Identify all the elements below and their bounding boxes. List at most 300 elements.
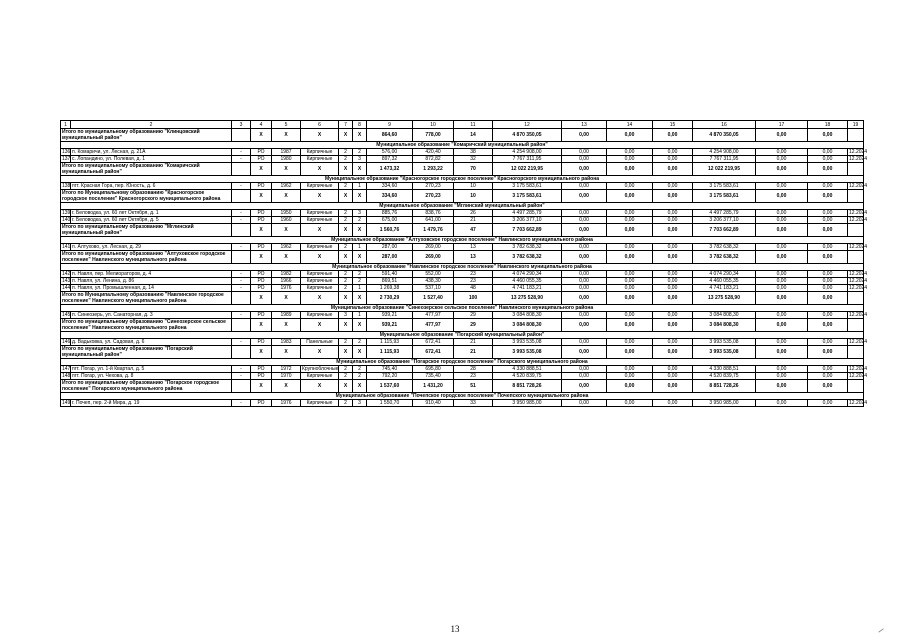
- table-cell: 1: [353, 183, 367, 190]
- table-row: [61, 373, 864, 380]
- table-cell: Кирпичные: [301, 373, 339, 380]
- table-cell: [232, 224, 251, 237]
- table-row: [61, 183, 864, 190]
- table-cell: Кирпичные: [301, 156, 339, 163]
- table-cell: 4 254 908,00: [693, 149, 756, 156]
- table-cell: 1980: [272, 156, 301, 163]
- table-cell: 12.2024: [849, 149, 868, 155]
- address-cell: г. Беловодка, ул. 60 лет Октября, д. 5: [71, 217, 232, 224]
- table-cell: 0,00: [607, 366, 653, 373]
- table-row: [61, 271, 864, 278]
- table-cell: 1 479,76: [413, 224, 454, 237]
- table-cell: X: [339, 380, 353, 393]
- table-cell: 0,00: [808, 129, 848, 142]
- address-cell: п. Навля, ул. Промышленная, д. 14: [71, 285, 232, 292]
- table-cell: 287,00: [367, 244, 413, 251]
- table-cell: 0,00: [808, 339, 848, 346]
- table-cell: [848, 129, 864, 142]
- table-cell: X: [301, 163, 339, 176]
- table-cell: 1 537,60: [367, 380, 413, 393]
- address-cell: д. Вадьковка, ул. Садовая, д. 6: [71, 339, 232, 346]
- table-cell: X: [251, 163, 272, 176]
- table-row: [61, 339, 864, 346]
- table-cell: 0,00: [607, 380, 653, 393]
- subtotal-label: Итого по муниципальному образованию "Синеозерское сельское поселение" Навлинского муниципального района: [61, 319, 232, 332]
- table-cell: -: [232, 210, 251, 217]
- header-cell: 3: [232, 121, 251, 129]
- section-title: Муниципальное образование "Навлинское городское поселение" Навлинского муниципального района: [61, 264, 864, 271]
- subtotal-row: [61, 380, 864, 393]
- table-cell: 4 870 350,05: [693, 129, 756, 142]
- section-header-row: [61, 237, 864, 244]
- header-cell: 8: [353, 121, 367, 129]
- table-cell: 12.2024: [849, 312, 868, 318]
- table-cell: 29: [454, 319, 493, 332]
- table-cell: 10: [454, 190, 493, 203]
- table-cell: 0,00: [653, 156, 693, 163]
- subtotal-row: [61, 251, 864, 264]
- table-cell: Кирпичные: [301, 217, 339, 224]
- table-cell: X: [339, 346, 353, 359]
- table-cell: РО: [251, 373, 272, 380]
- table-cell: 4 520 839,75: [493, 373, 562, 380]
- table-cell: 0,00: [653, 251, 693, 264]
- header-cell: 9: [367, 121, 413, 129]
- table-cell: 1 293,22: [413, 163, 454, 176]
- section-title: Муниципальное образование "Погарский муниципальный район": [61, 332, 864, 339]
- table-cell: РО: [251, 210, 272, 217]
- row-number: 137: [62, 156, 71, 162]
- table-cell: 0,00: [653, 149, 693, 156]
- table-cell: 0,00: [653, 183, 693, 190]
- table-cell: [848, 319, 864, 332]
- table-cell: X: [272, 346, 301, 359]
- table-cell: 0,00: [808, 156, 848, 163]
- address-cell: п. Навля, пер. Мелиораторов, д. 4: [71, 271, 232, 278]
- table-cell: РО: [251, 244, 272, 251]
- table-cell: 1 527,40: [413, 292, 454, 305]
- table-cell: 2: [339, 366, 353, 373]
- header-cell: 19: [848, 121, 864, 129]
- table-cell: 3 175 583,61: [693, 190, 756, 203]
- address-cell: п. Алтухово, ул. Лесная, д. 29: [71, 244, 232, 251]
- table-cell: 0,00: [653, 217, 693, 224]
- table-cell: 4 330 888,51: [693, 366, 756, 373]
- table-cell: -: [232, 373, 251, 380]
- row-number: 145: [62, 312, 71, 318]
- table-cell: 1982: [272, 271, 301, 278]
- table-cell: 3 175 583,61: [693, 183, 756, 190]
- table-cell: 0,00: [808, 285, 848, 292]
- table-cell: 0,00: [562, 312, 607, 319]
- table-cell: X: [353, 319, 367, 332]
- table-cell: 4 460 055,35: [493, 278, 562, 285]
- table-cell: 0,00: [808, 251, 848, 264]
- table-cell: РО: [251, 156, 272, 163]
- header-cell: 12: [493, 121, 562, 129]
- table-cell: 0,00: [756, 156, 808, 163]
- table-cell: 4 741 183,21: [693, 285, 756, 292]
- table-cell: 0,00: [562, 217, 607, 224]
- header-cell: 16: [693, 121, 756, 129]
- table-cell: 0,00: [756, 373, 808, 380]
- table-cell: 885,76: [367, 210, 413, 217]
- table-cell: 0,00: [808, 163, 848, 176]
- table-cell: X: [272, 190, 301, 203]
- table-cell: РО: [251, 339, 272, 346]
- table-cell: 3 993 535,08: [693, 339, 756, 346]
- table-cell: Кирпичные: [301, 149, 339, 156]
- table-cell: 23: [454, 271, 493, 278]
- table-cell: [232, 346, 251, 359]
- table-cell: [232, 129, 251, 142]
- table-cell: 23: [454, 373, 493, 380]
- row-number: 147: [62, 366, 71, 372]
- section-title: Муниципальное образование "Комаричский муниципальный район": [61, 142, 864, 149]
- table-cell: 4 460 055,35: [693, 278, 756, 285]
- table-row: [61, 278, 864, 285]
- section-header-row: [61, 393, 864, 400]
- table-cell: РО: [251, 400, 272, 407]
- table-cell: 0,00: [653, 244, 693, 251]
- table-cell: 4 870 350,05: [493, 129, 562, 142]
- table-cell: 0,00: [808, 271, 848, 278]
- table-cell: 3 993 535,08: [493, 339, 562, 346]
- table-cell: 1 473,32: [367, 163, 413, 176]
- page-number: 13: [450, 624, 460, 634]
- table-cell: X: [272, 380, 301, 393]
- table-cell: 0,00: [562, 373, 607, 380]
- table-cell: 3: [353, 400, 367, 407]
- section-title: Муниципальное образование "Почепское городское поселение" Почепского муниципального района: [61, 393, 864, 400]
- table-cell: 3 782 638,32: [693, 244, 756, 251]
- table-cell: [848, 190, 864, 203]
- table-cell: РО: [251, 312, 272, 319]
- table-cell: 334,60: [367, 190, 413, 203]
- table-cell: [848, 251, 864, 264]
- table-cell: 0,00: [562, 183, 607, 190]
- section-title: Муниципальное образование "Синеозерское сельское поселение" Навлинского муниципального района: [61, 305, 864, 312]
- table-cell: 0,00: [756, 224, 808, 237]
- table-cell: 0,00: [562, 129, 607, 142]
- table-cell: 0,00: [808, 366, 848, 373]
- table-cell: -: [232, 339, 251, 346]
- table-cell: X: [339, 292, 353, 305]
- row-number: 149: [62, 400, 71, 406]
- table-cell: 2: [339, 285, 353, 292]
- table-cell: 0,00: [653, 366, 693, 373]
- table-cell: -: [232, 244, 251, 251]
- table-cell: 0,00: [808, 346, 848, 359]
- table-cell: Крупноблочные: [302, 366, 339, 372]
- table-cell: [848, 163, 864, 176]
- table-cell: X: [353, 380, 367, 393]
- section-header-row: [61, 203, 864, 210]
- header-cell: 10: [413, 121, 454, 129]
- subtotal-row: [61, 224, 864, 237]
- table-cell: [232, 163, 251, 176]
- table-cell: 2: [339, 183, 353, 190]
- table-cell: 4 330 888,51: [493, 366, 562, 373]
- table-cell: 2: [339, 217, 353, 224]
- table-cell: 2: [339, 373, 353, 380]
- header-cell: 7: [339, 121, 353, 129]
- subtotal-row: [61, 346, 864, 359]
- table-cell: 745,40: [367, 366, 413, 373]
- table-cell: 8 851 728,26: [493, 380, 562, 393]
- table-cell: 2: [339, 244, 353, 251]
- table-cell: 0,00: [808, 217, 848, 224]
- table-cell: 7 767 311,95: [493, 156, 562, 163]
- table-cell: 0,00: [653, 163, 693, 176]
- address-cell: п. Навля, ул. Ленина, д. 86: [71, 278, 232, 285]
- subtotal-label: Итого по муниципальному образованию "Погарский муниципальный район": [61, 346, 232, 359]
- table-cell: 0,00: [653, 285, 693, 292]
- table-cell: 12 022 219,95: [493, 163, 562, 176]
- address-cell: п. Синеозерь, ул. Санаторная, д. 3: [71, 312, 232, 319]
- table-cell: 100: [454, 292, 493, 305]
- table-cell: X: [251, 190, 272, 203]
- table-cell: 1976: [272, 285, 301, 292]
- header-cell: 11: [454, 121, 493, 129]
- table-cell: X: [251, 292, 272, 305]
- table-cell: Кирпичные: [301, 183, 339, 190]
- table-cell: X: [251, 380, 272, 393]
- table-cell: 3 993 535,08: [693, 346, 756, 359]
- header-cell: 15: [653, 121, 693, 129]
- row-number: 138: [62, 183, 71, 189]
- subtotal-label: Итого по муниципальному образованию "Алтуховское городское поселение" Навлинского муниципального района: [61, 251, 232, 264]
- subtotal-row: [61, 292, 864, 305]
- table-cell: 2 730,29: [367, 292, 413, 305]
- scan-artifact: [878, 628, 883, 632]
- table-cell: 2: [339, 400, 353, 407]
- table-cell: 0,00: [756, 366, 808, 373]
- table-cell: 2: [353, 278, 367, 285]
- subtotal-row: [61, 163, 864, 176]
- table-cell: Панельные: [301, 339, 339, 346]
- table-cell: 0,00: [756, 319, 808, 332]
- table-cell: X: [251, 319, 272, 332]
- table-cell: 0,00: [562, 149, 607, 156]
- table-cell: -: [232, 366, 251, 373]
- table-cell: 47: [454, 224, 493, 237]
- table-cell: X: [272, 319, 301, 332]
- table-cell: 1 115,93: [367, 346, 413, 359]
- table-cell: 0,00: [756, 183, 808, 190]
- table-cell: 0,00: [756, 210, 808, 217]
- table-cell: 0,00: [756, 217, 808, 224]
- table-cell: 0,00: [756, 251, 808, 264]
- regional-program-table: [60, 120, 868, 407]
- table-cell: X: [353, 346, 367, 359]
- address-cell: пгт. Погар, ул. 1-й Квартал, д. 5: [71, 366, 232, 373]
- table-cell: [848, 346, 864, 359]
- header-cell: 14: [607, 121, 653, 129]
- section-title: Муниципальное образование "Мглинский муниципальный район": [61, 203, 864, 210]
- table-cell: 1: [353, 312, 367, 319]
- table-cell: 0,00: [653, 319, 693, 332]
- header-cell: 13: [562, 121, 607, 129]
- table-cell: 21: [454, 217, 493, 224]
- table-cell: 4 074 290,34: [693, 271, 756, 278]
- table-cell: 0,00: [653, 271, 693, 278]
- table-cell: 0,00: [653, 400, 693, 407]
- table-cell: X: [301, 380, 339, 393]
- table-cell: 0,00: [562, 278, 607, 285]
- subtotal-label: Итого по Муниципальному образованию "Навлинское городское поселение" Навлинского муниципального района: [61, 292, 232, 305]
- table-cell: -: [232, 400, 251, 407]
- subtotal-row: [61, 319, 864, 332]
- table-cell: 1970: [272, 373, 301, 380]
- table-cell: 1: [353, 285, 367, 292]
- row-number: 146: [62, 339, 71, 345]
- table-cell: 0,00: [653, 278, 693, 285]
- table-cell: 7 703 662,89: [493, 224, 562, 237]
- table-cell: 10: [454, 183, 493, 190]
- table-cell: X: [339, 224, 353, 237]
- table-row: [61, 400, 864, 407]
- section-header-row: [61, 264, 864, 271]
- table-cell: 2: [353, 339, 367, 346]
- address-cell: с. Лопандино, ул. Полевая, д. 1: [71, 156, 232, 163]
- table-cell: 0,00: [607, 156, 653, 163]
- table-cell: 3: [353, 210, 367, 217]
- table-cell: Кирпичные: [301, 285, 339, 292]
- table-cell: 897,32: [367, 156, 413, 163]
- section-header-row: [61, 305, 864, 312]
- table-cell: 2: [353, 373, 367, 380]
- table-cell: 2: [339, 149, 353, 156]
- table-cell: 23: [454, 278, 493, 285]
- section-header-row: [61, 176, 864, 183]
- table-cell: 3 993 535,08: [493, 346, 562, 359]
- table-cell: 0,00: [653, 380, 693, 393]
- table-cell: 270,23: [413, 183, 454, 190]
- table-cell: 0,00: [607, 163, 653, 176]
- table-cell: 0,00: [808, 373, 848, 380]
- table-cell: 270,23: [413, 190, 454, 203]
- table-cell: 477,97: [413, 319, 454, 332]
- table-cell: Кирпичные: [301, 244, 339, 251]
- table-cell: 1 269,38: [367, 285, 413, 292]
- table-cell: 1987: [272, 149, 301, 156]
- table-row: [61, 244, 864, 251]
- table-cell: 3 175 583,61: [493, 183, 562, 190]
- table-row: [61, 312, 864, 319]
- table-cell: 0,00: [607, 292, 653, 305]
- table-cell: 0,00: [808, 319, 848, 332]
- table-cell: X: [272, 163, 301, 176]
- table-cell: X: [301, 319, 339, 332]
- table-cell: 0,00: [607, 210, 653, 217]
- table-cell: 910,40: [413, 400, 454, 407]
- subtotal-label: Итого по муниципальному образованию "Комаричский муниципальный район": [61, 163, 232, 176]
- table-cell: 0,00: [756, 339, 808, 346]
- table-cell: 0,00: [607, 149, 653, 156]
- table-cell: 2: [339, 278, 353, 285]
- table-row: [61, 156, 864, 163]
- table-cell: [848, 224, 864, 237]
- table-cell: 0,00: [756, 129, 808, 142]
- table-cell: РО: [251, 271, 272, 278]
- table-cell: 0,00: [653, 346, 693, 359]
- header-cell: 2: [71, 121, 232, 129]
- table-cell: 38: [454, 149, 493, 156]
- table-row: [61, 217, 864, 224]
- row-number: 139: [62, 210, 71, 216]
- address-cell: г. Почеп, пер. 2-й Мира, д. 19: [71, 400, 232, 407]
- table-cell: 0,00: [607, 271, 653, 278]
- table-cell: 4 741 183,21: [493, 285, 562, 292]
- table-cell: 7 767 311,95: [693, 156, 756, 163]
- table-cell: 26: [454, 210, 493, 217]
- table-cell: 14: [454, 129, 493, 142]
- table-cell: X: [301, 292, 339, 305]
- table-cell: 0,00: [653, 312, 693, 319]
- table-cell: 3 206 377,10: [693, 217, 756, 224]
- table-cell: -: [232, 312, 251, 319]
- table-cell: Кирпичные: [301, 210, 339, 217]
- table-cell: X: [301, 129, 339, 142]
- table-cell: X: [251, 346, 272, 359]
- table-row: [61, 149, 864, 156]
- table-cell: [232, 380, 251, 393]
- table-row: [61, 210, 864, 217]
- table-cell: 1976: [272, 400, 301, 407]
- table-cell: 0,00: [808, 210, 848, 217]
- table-cell: 695,80: [413, 366, 454, 373]
- table-cell: 552,00: [413, 271, 454, 278]
- table-cell: 1 431,20: [413, 380, 454, 393]
- table-cell: 3 084 808,30: [493, 319, 562, 332]
- table-cell: 12.2024: [849, 156, 868, 162]
- table-cell: 7 703 662,89: [693, 224, 756, 237]
- table-cell: 3 206 377,10: [493, 217, 562, 224]
- table-cell: X: [251, 224, 272, 237]
- table-cell: X: [353, 129, 367, 142]
- address-cell: пгт. Красная Гора, пер. Юность, д. 6: [71, 183, 232, 190]
- table-cell: 0,00: [607, 339, 653, 346]
- table-cell: X: [339, 190, 353, 203]
- table-cell: 12 022 219,95: [693, 163, 756, 176]
- section-title: Муниципальное образование "Погарское городское поселение" Погарского муниципального района: [61, 359, 864, 366]
- table-cell: 3 782 638,32: [493, 251, 562, 264]
- table-cell: 0,00: [607, 312, 653, 319]
- table-cell: 2: [339, 271, 353, 278]
- table-cell: 3 084 808,30: [693, 312, 756, 319]
- table-cell: 0,00: [607, 217, 653, 224]
- table-cell: 0,00: [607, 346, 653, 359]
- subtotal-row: [61, 190, 864, 203]
- table-cell: 12.2024: [849, 278, 868, 284]
- table-cell: 2: [353, 271, 367, 278]
- table-cell: 0,00: [756, 312, 808, 319]
- table-cell: 0,00: [808, 190, 848, 203]
- table-cell: 591,40: [367, 271, 413, 278]
- table-cell: 12.2024: [849, 210, 868, 216]
- table-cell: 3 782 638,32: [693, 251, 756, 264]
- table-cell: 13: [454, 251, 493, 264]
- table-cell: 0,00: [607, 244, 653, 251]
- table-cell: 1: [353, 244, 367, 251]
- table-cell: 334,60: [367, 183, 413, 190]
- table-cell: 0,00: [562, 292, 607, 305]
- row-number: 143: [62, 278, 71, 284]
- table-cell: 1972: [272, 366, 301, 373]
- header-cell: 4: [251, 121, 272, 129]
- table-cell: 792,20: [367, 373, 413, 380]
